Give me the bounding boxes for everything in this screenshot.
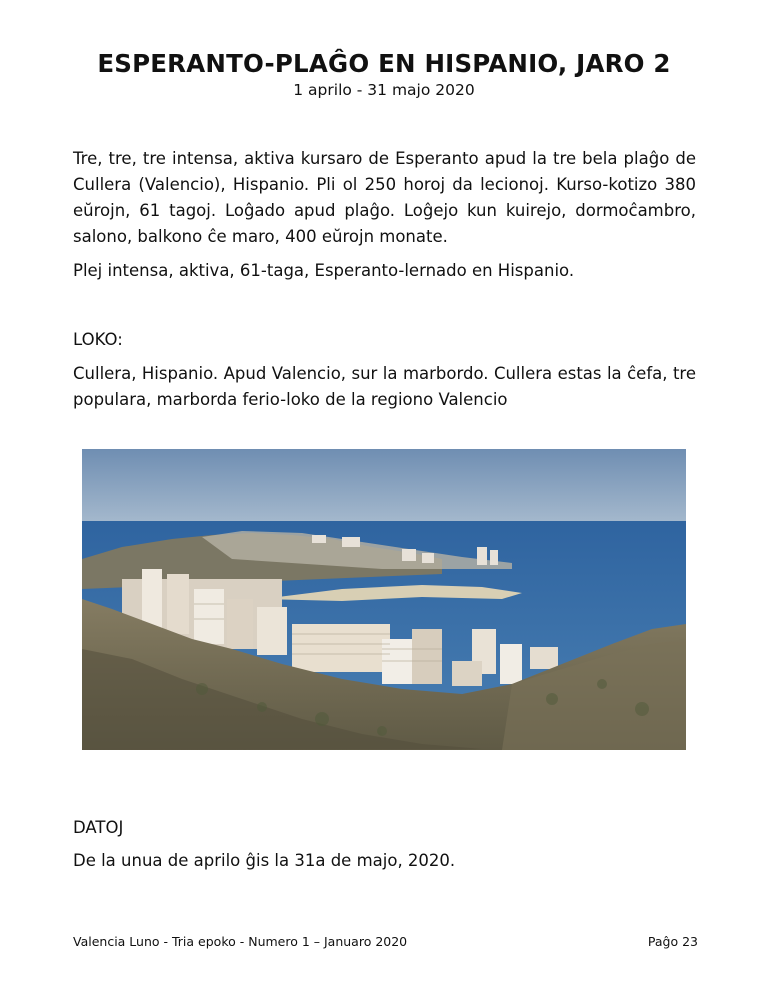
cullera-coast-photo [82, 449, 686, 750]
summary-paragraph: Plej intensa, aktiva, 61-taga, Esperanto-lernado en Hispanio. [73, 261, 575, 280]
location-paragraph: Cullera, Hispanio. Apud Valencio, sur la marbordo. Cullera estas la ĉefa, tre populara, marborda ferio-loko de la regiono Valencio [73, 364, 696, 409]
footer-page-number: Paĝo 23 [647, 934, 698, 949]
dates-paragraph: De la unua de aprilo ĝis la 31a de majo, 2020. [73, 851, 456, 870]
intro-paragraph: Tre, tre, tre intensa, aktiva kursaro de Esperanto apud la tre bela plaĝo de Cullera (Valencio), Hispanio. Pli ol 250 horoj da lecionoj. Kurso-kotizo 380 eŭrojn, 61 tagoj. Loĝado apud plaĝo. Loĝejo kun kuirejo, dormoĉambro, salono, balkono ĉe maro, 400 eŭrojn monate. [73, 149, 696, 246]
dates-heading: DATOJ [73, 818, 124, 837]
page-title: ESPERANTO-PLAĜO EN HISPANIO, JARO 2 [97, 49, 671, 78]
date-range-subtitle: 1 aprilo - 31 majo 2020 [293, 81, 475, 99]
footer-publication: Valencia Luno - Tria epoko - Numero 1 – Januaro 2020 [73, 934, 408, 949]
location-heading: LOKO: [73, 330, 123, 349]
